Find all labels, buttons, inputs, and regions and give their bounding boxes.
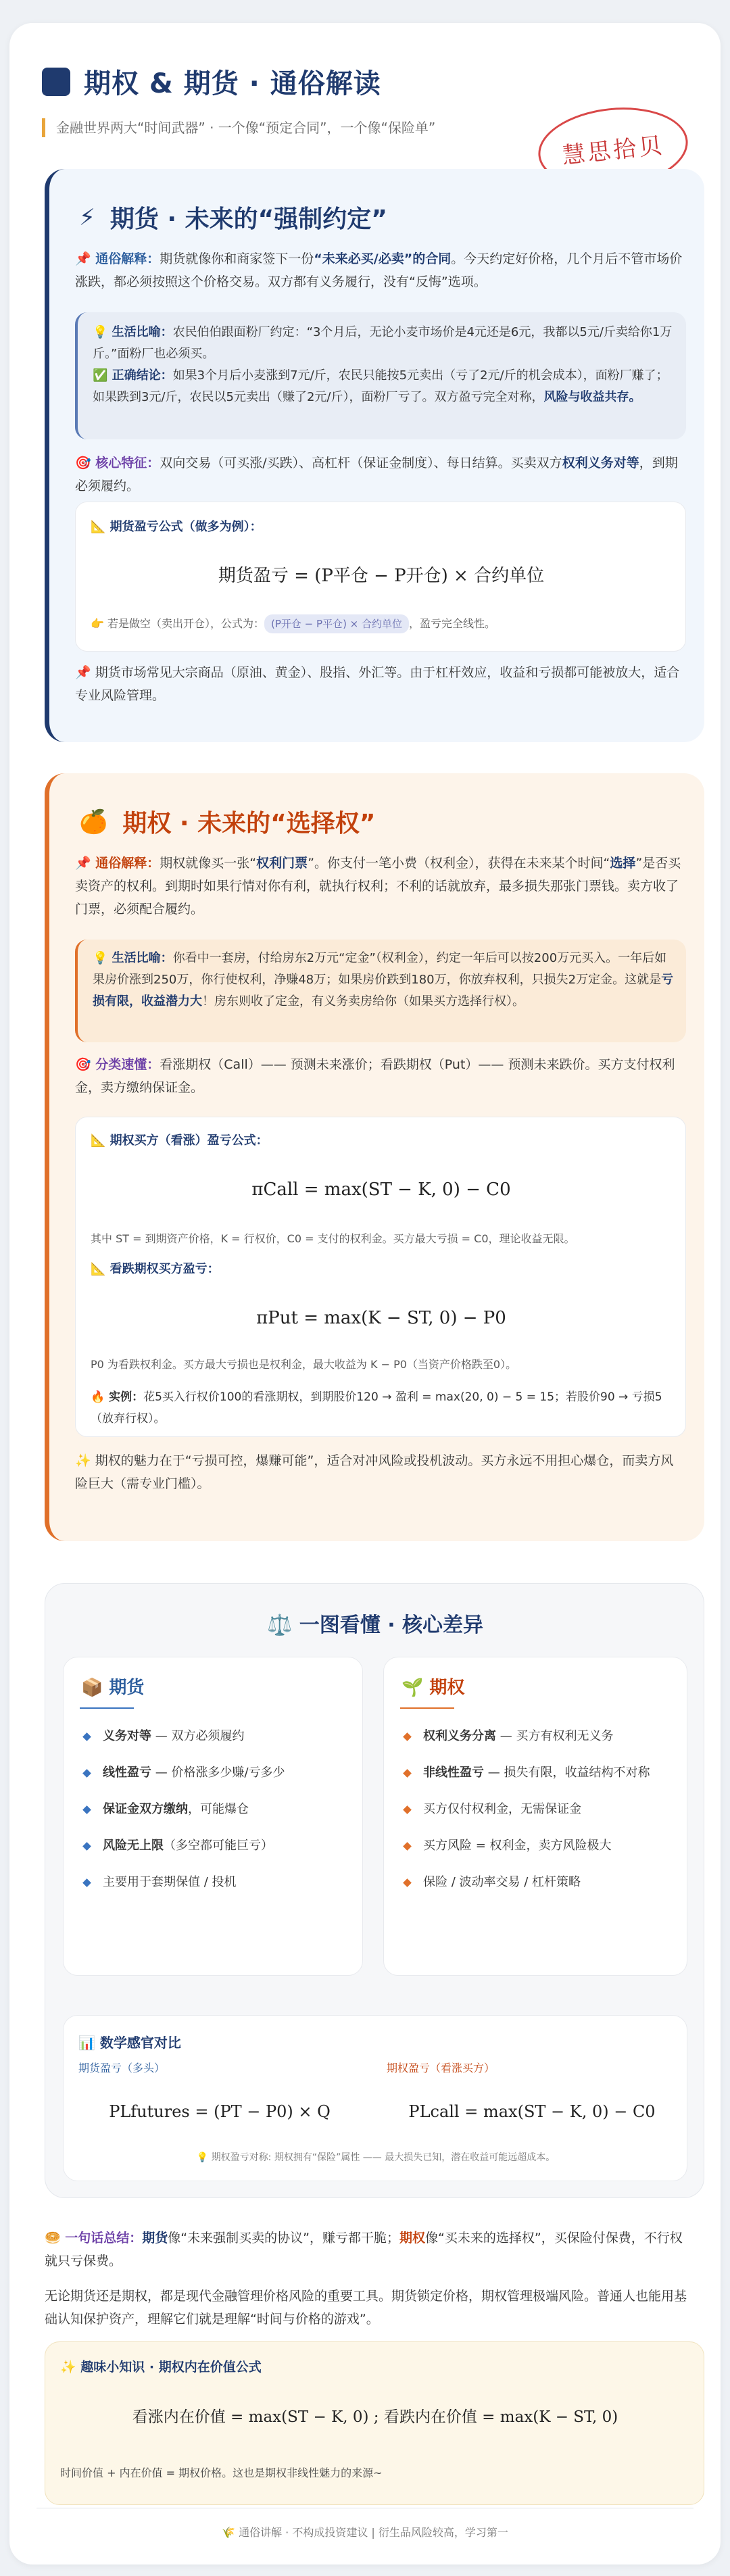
futures-compare-title: 📦 期货 bbox=[81, 1678, 145, 1698]
options-compare-column bbox=[383, 1657, 687, 1976]
futures-example: 💡 生活比喻：农民伯伯跟面粉厂约定：“3个月后，无论小麦市场价是4元还是6元，我都以5元/斤卖给你1万斤。”面粉厂也必须买。 ✅ 正确结论：如果3个月后小麦涨到7元/斤，农民只能按5元卖出（亏了2元/斤的机会成本），面粉厂赚了；如果跌到3元/斤，农民以5元卖出（赚了2元/斤），面粉厂亏了。双方盈亏完全对称，风险与收益共存。 bbox=[93, 325, 673, 404]
options-card bbox=[45, 773, 704, 1541]
futures-market: 📌 期货市场常见大宗商品（原油、黄金）、股指、外汇等。由于杠杆效应，收益和亏损都可能被放大，适合专业风险管理。 bbox=[75, 665, 680, 703]
call-formula-head: 📐 期权买方（看涨）盈亏公式： bbox=[91, 1134, 268, 1148]
list-item: 权利义务分离 — 买方有权利无义务 bbox=[402, 1726, 672, 1747]
fun-fact-title: ✨ 趣味小知识 · 期权内在价值公式 bbox=[60, 2360, 262, 2375]
math-note: 💡 期权盈亏对称: 期权拥有“保险”属性 —— 最大损失已知，潜在收益可能远超成本。 bbox=[196, 2152, 556, 2163]
compare-title: ⚖️ 一图看懂 · 核心差异 bbox=[266, 1613, 484, 1637]
call-formula: πCall = max(ST − K, 0) − C0 bbox=[251, 1180, 511, 1200]
futures-card bbox=[45, 169, 704, 742]
list-item: 非线性盈亏 — 损失有限，收益结构不对称 bbox=[402, 1763, 672, 1783]
futures-formula-box bbox=[75, 502, 686, 652]
options-formula-box bbox=[75, 1117, 686, 1437]
math-left-label: 期货盈亏（多头） bbox=[78, 2062, 166, 2074]
options-category: 🎯 分类速懂：看涨期权（Call）—— 预测未来涨价；看跌期权（Put）—— 预测未来跌价。买方支付权利金，卖方缴纳保证金。 bbox=[75, 1057, 675, 1095]
futures-compare-list bbox=[81, 1726, 351, 1909]
options-charm: ✨ 期权的魅力在于“亏损可控，爆赚可能”，适合对冲风险或投机波动。买方永远不用担心爆仓，而卖方风险巨大（需专业门槛）。 bbox=[75, 1453, 674, 1491]
futures-underline bbox=[80, 1707, 134, 1709]
options-title: 期权 · 未来的“选择权” bbox=[122, 810, 376, 837]
instance-note: 🔥 实例：花5买入行权价100的看涨期权，到期股价120 → 盈利 = max(20, 0) − 5 = 15；若股价90 → 亏损5（放弃行权）。 bbox=[91, 1390, 662, 1426]
put-formula: πPut = max(K − ST, 0) − P0 bbox=[256, 1308, 506, 1328]
futures-formula: 期货盈亏 = (P平仓 − P开仓) × 合约单位 bbox=[218, 566, 545, 586]
lightning-icon: ⚡ bbox=[79, 203, 95, 231]
math-compare-title: 📊 数学感官对比 bbox=[78, 2035, 181, 2051]
futures-title: 期货 · 未来的“强制约定” bbox=[110, 205, 387, 233]
summary-line: 🥯 一句话总结：期货像“未来强制买卖的协议”，赚亏都干脆；期权像“买未来的选择权”，买保险付保费，不行权就只亏保费。 bbox=[45, 2231, 683, 2268]
footer-text: 🌾 通俗讲解 · 不构成投资建议 | 衍生品风险较高，学习第一 bbox=[222, 2526, 508, 2539]
math-compare-box bbox=[63, 2015, 687, 2181]
math-right-formula: PLcall = max(ST − K, 0) − C0 bbox=[408, 2102, 656, 2121]
futures-feature: 🎯 核心特征：双向交易（可买涨/买跌）、高杠杆（保证金制度）、每日结算。买卖双方权利义务对等，到期必须履约。 bbox=[75, 456, 678, 493]
page-subtitle: 金融世界两大“时间武器” · 一个像“预定合同”，一个像“保险单” bbox=[42, 118, 650, 137]
summary-paragraph: 无论期货还是期权，都是现代金融管理价格风险的重要工具。期货锁定价格，期权管理极端风险。普通人也能用基础认知保护资产，理解它们就是理解“时间与价格的游戏”。 bbox=[45, 2289, 687, 2327]
fun-fact-formula: 看涨内在价值 = max(ST − K, 0) ; 看跌内在价值 = max(K − ST, 0) bbox=[132, 2408, 618, 2426]
options-compare-list bbox=[402, 1726, 672, 1909]
options-explain: 📌 通俗解释：期权就像买一张“权利门票”。你支付一笔小费（权利金），获得在未来某个时间“选择”是否买卖资产的权利。到期时如果行情对你有利，就执行权利；不利的话就放弃，最多损失那张门票钱。卖方收了门票，必须配合履约。 bbox=[75, 856, 681, 917]
futures-example-box bbox=[75, 312, 686, 439]
futures-formula-head: 📐 期货盈亏公式（做多为例）： bbox=[91, 520, 262, 534]
seal-stamp: 慧思拾贝 bbox=[534, 101, 691, 196]
page-card bbox=[9, 23, 721, 2565]
options-compare-title: 🌱 期权 bbox=[402, 1678, 465, 1698]
page-title: 期权 & 期货 · 通俗解读 bbox=[84, 68, 381, 99]
math-right-label: 期权盈亏（看涨买方） bbox=[387, 2062, 495, 2074]
list-item: 买方风险 = 权利金，卖方风险极大 bbox=[402, 1836, 672, 1856]
list-item: 保证金双方缴纳，可能爆仓 bbox=[81, 1799, 351, 1820]
list-item: 保险 / 波动率交易 / 杠杆策略 bbox=[402, 1872, 672, 1893]
put-formula-note: P0 为看跌权利金。买方最大亏损也是权利金，最大收益为 K − P0（当资产价格跌至0）。 bbox=[91, 1358, 517, 1371]
list-item: 买方仅付权利金，无需保证金 bbox=[402, 1799, 672, 1820]
options-title-row bbox=[79, 804, 375, 839]
list-item: 线性盈亏 — 价格涨多少赚/亏多少 bbox=[81, 1763, 351, 1783]
compare-card bbox=[45, 1583, 704, 2198]
list-item: 主要用于套期保值 / 投机 bbox=[81, 1872, 351, 1893]
put-formula-head: 📐 看跌期权买方盈亏： bbox=[91, 1262, 220, 1276]
fun-fact-note: 时间价值 + 内在价值 = 期权价格。这也是期权非线性魅力的来源~ bbox=[60, 2466, 383, 2479]
options-underline bbox=[400, 1707, 454, 1709]
math-left-formula: PLfutures = (PT − P0) × Q bbox=[109, 2102, 331, 2121]
options-example: 💡 生活比喻：你看中一套房，付给房东2万元“定金”（权利金），约定一年后可以按200万元买入。一年后如果房价涨到250万，你行使权利，净赚48万；如果房价跌到180万，你放弃权利，只损失2万定金。这就是亏损有限，收益潜力大！房东则收了定金，有义务卖房给你（如果买方选择行权）。 bbox=[93, 951, 674, 1008]
title-square-icon bbox=[42, 68, 70, 96]
futures-compare-column bbox=[63, 1657, 363, 1976]
futures-formula-note: 👉 若是做空（卖出开仓），公式为： (P开仓 − P平仓) × 合约单位 ，盈亏完全线性。 bbox=[91, 614, 672, 633]
options-example-box bbox=[75, 940, 686, 1042]
call-formula-note: 其中 ST = 到期资产价格，K = 行权价，C0 = 支付的权利金。买方最大亏损 = C0，理论收益无限。 bbox=[91, 1232, 575, 1245]
list-item: 义务对等 — 双方必须履约 bbox=[81, 1726, 351, 1747]
fun-fact-box bbox=[45, 2341, 704, 2505]
futures-title-row bbox=[79, 200, 387, 235]
futures-explain: 📌 通俗解释：期货就像你和商家签下一份“未来必买/必卖”的合同。今天约定好价格，几个月后不管市场价涨跌，都必须按照这个价格交易。双方都有义务履行，没有“反悔”选项。 bbox=[75, 251, 683, 289]
orange-icon: 🍊 bbox=[79, 808, 108, 835]
list-item: 风险无上限（多空都可能巨亏） bbox=[81, 1836, 351, 1856]
